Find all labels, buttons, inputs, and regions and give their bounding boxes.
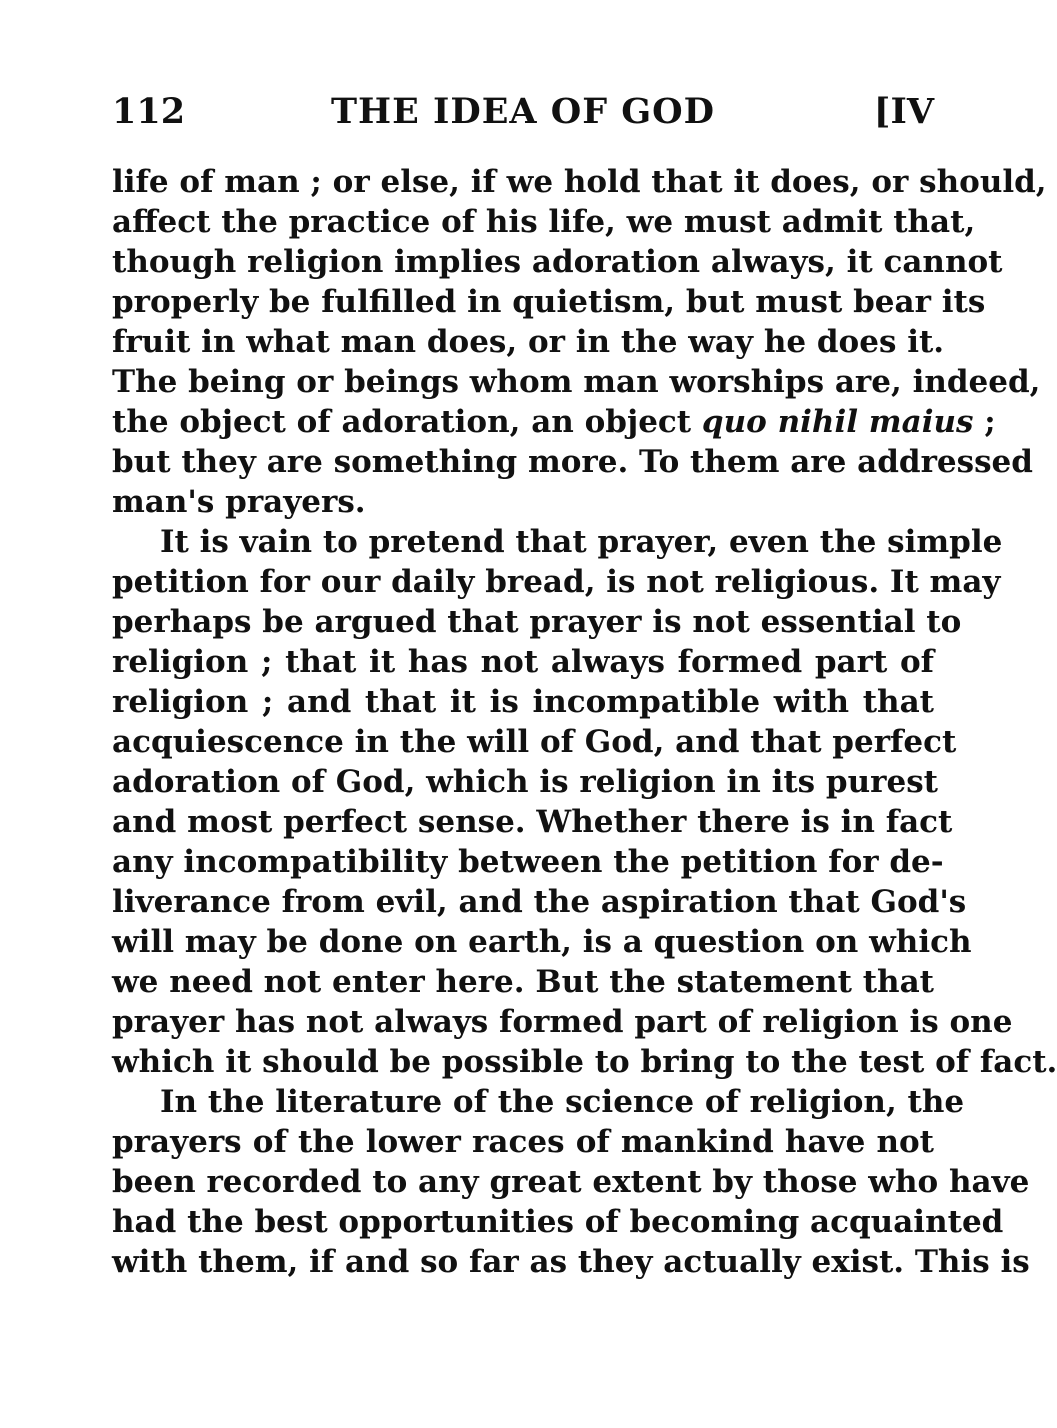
paragraph-1 — [112, 162, 1047, 522]
text-segment: ; — [973, 404, 996, 440]
text-segment: the object of adoration, an object — [112, 404, 702, 440]
text-line: properly be fulfilled in quietism, but must bear its — [112, 284, 986, 320]
text-line: but they are something more. To them are addressed — [112, 444, 1033, 480]
text-line-with-italic — [112, 402, 996, 442]
text-line: prayers of the lower races of mankind have not — [112, 1124, 934, 1160]
text-line: with them, if and so far as they actually exist. This is — [112, 1244, 1030, 1280]
page-number: 112 — [112, 91, 186, 132]
text-line: prayer has not always formed part of religion is one — [112, 1004, 1013, 1040]
paragraph-3 — [112, 1082, 1030, 1282]
text-line: It is vain to pretend that prayer, even the simple — [160, 524, 1003, 560]
text-line: adoration of God, which is religion in its purest — [112, 764, 938, 800]
text-line: religion ; that it has not always formed part of — [112, 644, 934, 680]
text-line: been recorded to any great extent by those who have — [112, 1164, 1030, 1200]
text-line: fruit in what man does, or in the way he does it. — [112, 324, 945, 360]
text-line: liverance from evil, and the aspiration that God's — [112, 884, 967, 920]
text-line: In the literature of the science of religion, the — [160, 1084, 965, 1120]
text-line: and most perfect sense. Whether there is in fact — [112, 804, 953, 840]
text-line: had the best opportunities of becoming acquainted — [112, 1204, 1004, 1240]
text-line: petition for our daily bread, is not religious. It may — [112, 564, 1001, 600]
text-line: religion ; and that it is incompatible with that — [112, 684, 934, 720]
text-line: affect the practice of his life, we must admit that, — [112, 204, 976, 240]
text-line: man's prayers. — [112, 484, 366, 520]
text-line: though religion implies adoration always, it cannot — [112, 244, 1003, 280]
latin-phrase: quo nihil maius — [701, 404, 974, 440]
running-header — [112, 88, 934, 136]
chapter-marker: [IV — [873, 91, 934, 132]
body-text — [112, 162, 1057, 1282]
paragraph-2 — [112, 522, 1057, 1082]
text-line: The being or beings whom man worships are, indeed, — [112, 364, 1041, 400]
text-line: any incompatibility between the petition for de- — [112, 844, 944, 880]
text-line: we need not enter here. But the statement that — [112, 964, 934, 1000]
text-line: which it should be possible to bring to the test of fact. — [112, 1044, 1057, 1080]
text-line: acquiescence in the will of God, and that perfect — [112, 724, 957, 760]
text-line: life of man ; or else, if we hold that it does, or should, — [112, 164, 1047, 200]
running-title: THE IDEA OF GOD — [331, 91, 715, 132]
text-line: perhaps be argued that prayer is not essential to — [112, 604, 962, 640]
text-line: will may be done on earth, is a question on which — [112, 924, 972, 960]
